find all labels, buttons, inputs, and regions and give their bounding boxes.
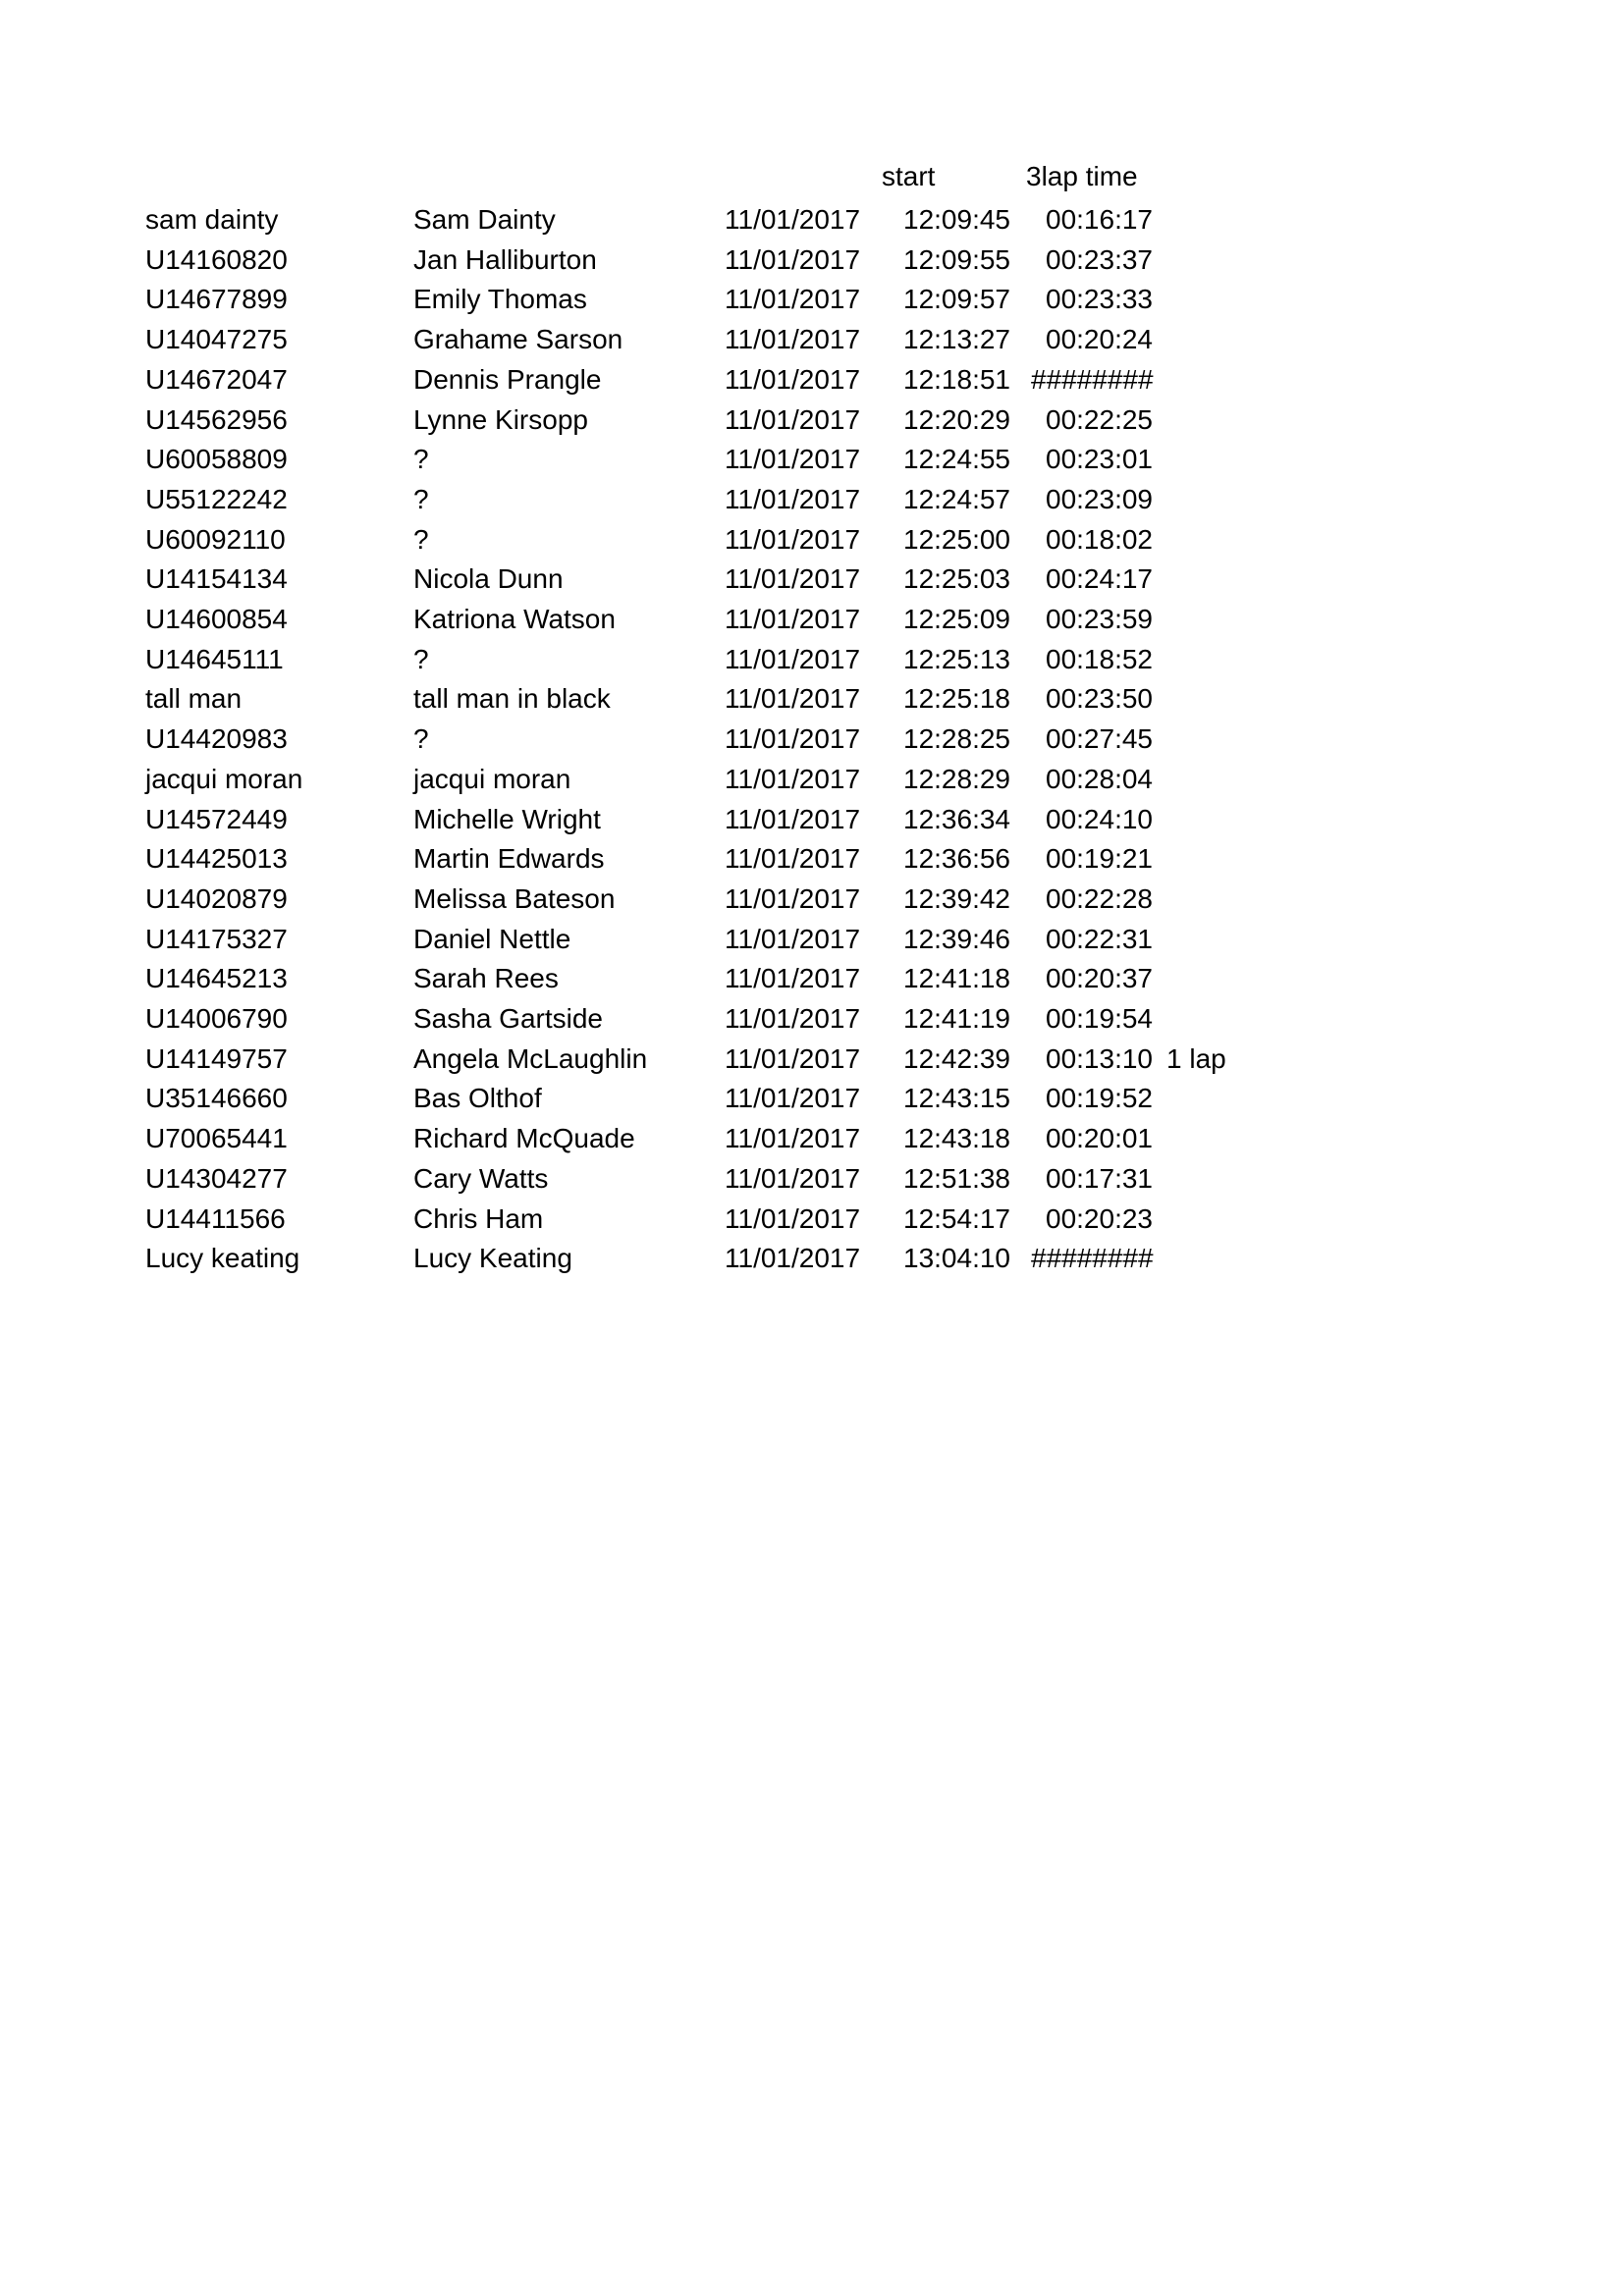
runner-name: Angela McLaughlin — [413, 1042, 648, 1074]
runner-name: Cary Watts — [413, 1162, 549, 1194]
runner-id: U14304277 — [145, 1162, 288, 1194]
note: 1 lap — [1166, 1042, 1226, 1074]
runner-id: U14047275 — [145, 324, 288, 355]
runner-name: Martin Edwards — [413, 843, 605, 875]
table-row — [0, 1200, 1624, 1239]
race-date: 11/01/2017 — [725, 1083, 861, 1114]
start-time: 12:09:55 — [903, 243, 1010, 275]
lap-time: 00:24:10 — [1046, 803, 1153, 834]
start-time: 12:20:29 — [903, 403, 1010, 435]
runner-name: jacqui moran — [413, 763, 571, 794]
lap-time: 00:20:23 — [1046, 1202, 1153, 1234]
lap-time: 00:13:10 — [1046, 1042, 1153, 1074]
runner-id: U14600854 — [145, 604, 288, 634]
runner-name: tall man in black — [413, 683, 611, 715]
table-row — [0, 600, 1624, 639]
lap-time: 00:22:31 — [1046, 923, 1153, 954]
race-date: 11/01/2017 — [725, 1123, 861, 1154]
table-row — [0, 1159, 1624, 1199]
runner-name: Katriona Watson — [413, 604, 616, 634]
runner-id: U55122242 — [145, 483, 288, 514]
start-time: 12:36:34 — [903, 803, 1010, 834]
race-date: 11/01/2017 — [725, 1243, 861, 1274]
start-time: 12:18:51 — [903, 363, 1010, 395]
runner-id: U14572449 — [145, 803, 288, 834]
header-row — [0, 157, 1624, 196]
table-row — [0, 1079, 1624, 1118]
runner-name: Grahame Sarson — [413, 324, 623, 355]
start-time: 12:09:45 — [903, 204, 1010, 235]
table-row — [0, 360, 1624, 400]
race-date: 11/01/2017 — [725, 243, 861, 275]
table-row — [0, 240, 1624, 280]
race-date: 11/01/2017 — [725, 923, 861, 954]
table-row — [0, 1119, 1624, 1158]
runner-name: Emily Thomas — [413, 284, 587, 315]
runner-id: U60092110 — [145, 523, 286, 555]
table-row — [0, 400, 1624, 440]
runner-id: U14149757 — [145, 1042, 288, 1074]
runner-id: U14420983 — [145, 723, 288, 755]
runner-name: Jan Halliburton — [413, 243, 597, 275]
table-row — [0, 560, 1624, 599]
runner-name: Daniel Nettle — [413, 923, 571, 954]
runner-id: U14154134 — [145, 563, 288, 595]
runner-name: Bas Olthof — [413, 1083, 542, 1114]
runner-id: U14645111 — [145, 643, 284, 674]
runner-id: U14645213 — [145, 963, 288, 994]
runner-name: Richard McQuade — [413, 1123, 635, 1154]
runner-name: ? — [413, 483, 429, 514]
race-date: 11/01/2017 — [725, 1162, 861, 1194]
race-date: 11/01/2017 — [725, 1003, 861, 1034]
race-date: 11/01/2017 — [725, 444, 861, 475]
start-time: 12:25:00 — [903, 523, 1010, 555]
lap-time: 00:20:24 — [1046, 324, 1153, 355]
runner-name: Sasha Gartside — [413, 1003, 603, 1034]
header-lap-time: 3lap time — [1026, 161, 1138, 191]
lap-time: 00:20:37 — [1046, 963, 1153, 994]
table-row — [0, 320, 1624, 359]
runner-id: U70065441 — [145, 1123, 288, 1154]
race-date: 11/01/2017 — [725, 563, 861, 595]
lap-time: 00:23:37 — [1046, 243, 1153, 275]
runner-name: ? — [413, 523, 429, 555]
runner-name: ? — [413, 444, 429, 475]
lap-time: ######## — [1031, 363, 1154, 395]
runner-name: Melissa Bateson — [413, 882, 616, 914]
lap-time: 00:23:50 — [1046, 683, 1153, 715]
runner-name: Sam Dainty — [413, 204, 556, 235]
start-time: 12:25:18 — [903, 683, 1010, 715]
table-row — [0, 480, 1624, 519]
runner-name: Dennis Prangle — [413, 363, 602, 395]
start-time: 12:42:39 — [903, 1042, 1010, 1074]
lap-time: 00:16:17 — [1046, 204, 1153, 235]
race-date: 11/01/2017 — [725, 643, 861, 674]
runner-id: tall man — [145, 683, 243, 715]
runner-id: U14672047 — [145, 363, 288, 395]
lap-time: 00:22:28 — [1046, 882, 1153, 914]
start-time: 12:24:55 — [903, 444, 1010, 475]
start-time: 12:39:46 — [903, 923, 1010, 954]
race-date: 11/01/2017 — [725, 803, 861, 834]
table-row — [0, 520, 1624, 560]
runner-name: Lucy Keating — [413, 1243, 572, 1274]
lap-time: ######## — [1031, 1243, 1154, 1274]
lap-time: 00:23:09 — [1046, 483, 1153, 514]
start-time: 12:25:13 — [903, 643, 1010, 674]
race-date: 11/01/2017 — [725, 204, 861, 235]
table-row — [0, 959, 1624, 998]
runner-id: sam dainty — [145, 204, 279, 235]
race-date: 11/01/2017 — [725, 1042, 861, 1074]
lap-time: 00:19:21 — [1046, 843, 1153, 875]
start-time: 12:54:17 — [903, 1202, 1010, 1234]
start-time: 12:25:09 — [903, 604, 1010, 634]
table-row — [0, 1239, 1624, 1278]
race-date: 11/01/2017 — [725, 723, 861, 755]
runner-id: Lucy keating — [145, 1243, 300, 1274]
runner-id: jacqui moran — [145, 763, 303, 794]
start-time: 12:25:03 — [903, 563, 1010, 595]
lap-time: 00:19:54 — [1046, 1003, 1153, 1034]
start-time: 12:28:25 — [903, 723, 1010, 755]
runner-id: U14411566 — [145, 1202, 286, 1234]
table-row — [0, 1040, 1624, 1079]
runner-name: Nicola Dunn — [413, 563, 564, 595]
lap-time: 00:23:33 — [1046, 284, 1153, 315]
runner-id: U14425013 — [145, 843, 288, 875]
lap-time: 00:18:02 — [1046, 523, 1153, 555]
start-time: 12:51:38 — [903, 1162, 1010, 1194]
race-date: 11/01/2017 — [725, 363, 861, 395]
start-time: 12:24:57 — [903, 483, 1010, 514]
lap-time: 00:23:01 — [1046, 444, 1153, 475]
table-row — [0, 679, 1624, 719]
start-time: 12:43:18 — [903, 1123, 1010, 1154]
lap-time: 00:24:17 — [1046, 563, 1153, 595]
lap-time: 00:22:25 — [1046, 403, 1153, 435]
table-row — [0, 720, 1624, 759]
race-date: 11/01/2017 — [725, 763, 861, 794]
runner-name: Sarah Rees — [413, 963, 559, 994]
lap-time: 00:23:59 — [1046, 604, 1153, 634]
table-row — [0, 760, 1624, 799]
start-time: 12:41:18 — [903, 963, 1010, 994]
runner-id: U14006790 — [145, 1003, 288, 1034]
runner-id: U14160820 — [145, 243, 288, 275]
table-row — [0, 920, 1624, 959]
table-row — [0, 200, 1624, 240]
table-row — [0, 839, 1624, 879]
start-time: 13:04:10 — [903, 1243, 1010, 1274]
race-date: 11/01/2017 — [725, 284, 861, 315]
race-date: 11/01/2017 — [725, 324, 861, 355]
runner-id: U35146660 — [145, 1083, 288, 1114]
lap-time: 00:18:52 — [1046, 643, 1153, 674]
start-time: 12:28:29 — [903, 763, 1010, 794]
race-date: 11/01/2017 — [725, 882, 861, 914]
race-date: 11/01/2017 — [725, 683, 861, 715]
table-row — [0, 999, 1624, 1039]
race-date: 11/01/2017 — [725, 604, 861, 634]
runner-id: U60058809 — [145, 444, 288, 475]
race-date: 11/01/2017 — [725, 403, 861, 435]
header-start: start — [882, 161, 936, 191]
lap-time: 00:27:45 — [1046, 723, 1153, 755]
runner-name: Chris Ham — [413, 1202, 544, 1234]
start-time: 12:41:19 — [903, 1003, 1010, 1034]
start-time: 12:39:42 — [903, 882, 1010, 914]
runner-name: ? — [413, 643, 429, 674]
runner-id: U14562956 — [145, 403, 288, 435]
runner-id: U14175327 — [145, 923, 288, 954]
start-time: 12:36:56 — [903, 843, 1010, 875]
race-date: 11/01/2017 — [725, 963, 861, 994]
runner-id: U14677899 — [145, 284, 288, 315]
runner-id: U14020879 — [145, 882, 288, 914]
start-time: 12:09:57 — [903, 284, 1010, 315]
lap-time: 00:28:04 — [1046, 763, 1153, 794]
table-row — [0, 880, 1624, 919]
race-date: 11/01/2017 — [725, 483, 861, 514]
start-time: 12:43:15 — [903, 1083, 1010, 1114]
runner-name: Michelle Wright — [413, 803, 601, 834]
lap-time: 00:17:31 — [1046, 1162, 1153, 1194]
lap-time: 00:19:52 — [1046, 1083, 1153, 1114]
race-date: 11/01/2017 — [725, 843, 861, 875]
table-row — [0, 280, 1624, 319]
lap-time: 00:20:01 — [1046, 1123, 1153, 1154]
race-date: 11/01/2017 — [725, 523, 861, 555]
table-row — [0, 640, 1624, 679]
runner-name: ? — [413, 723, 429, 755]
race-date: 11/01/2017 — [725, 1202, 861, 1234]
table-row — [0, 800, 1624, 839]
table-row — [0, 440, 1624, 479]
runner-name: Lynne Kirsopp — [413, 403, 588, 435]
start-time: 12:13:27 — [903, 324, 1010, 355]
